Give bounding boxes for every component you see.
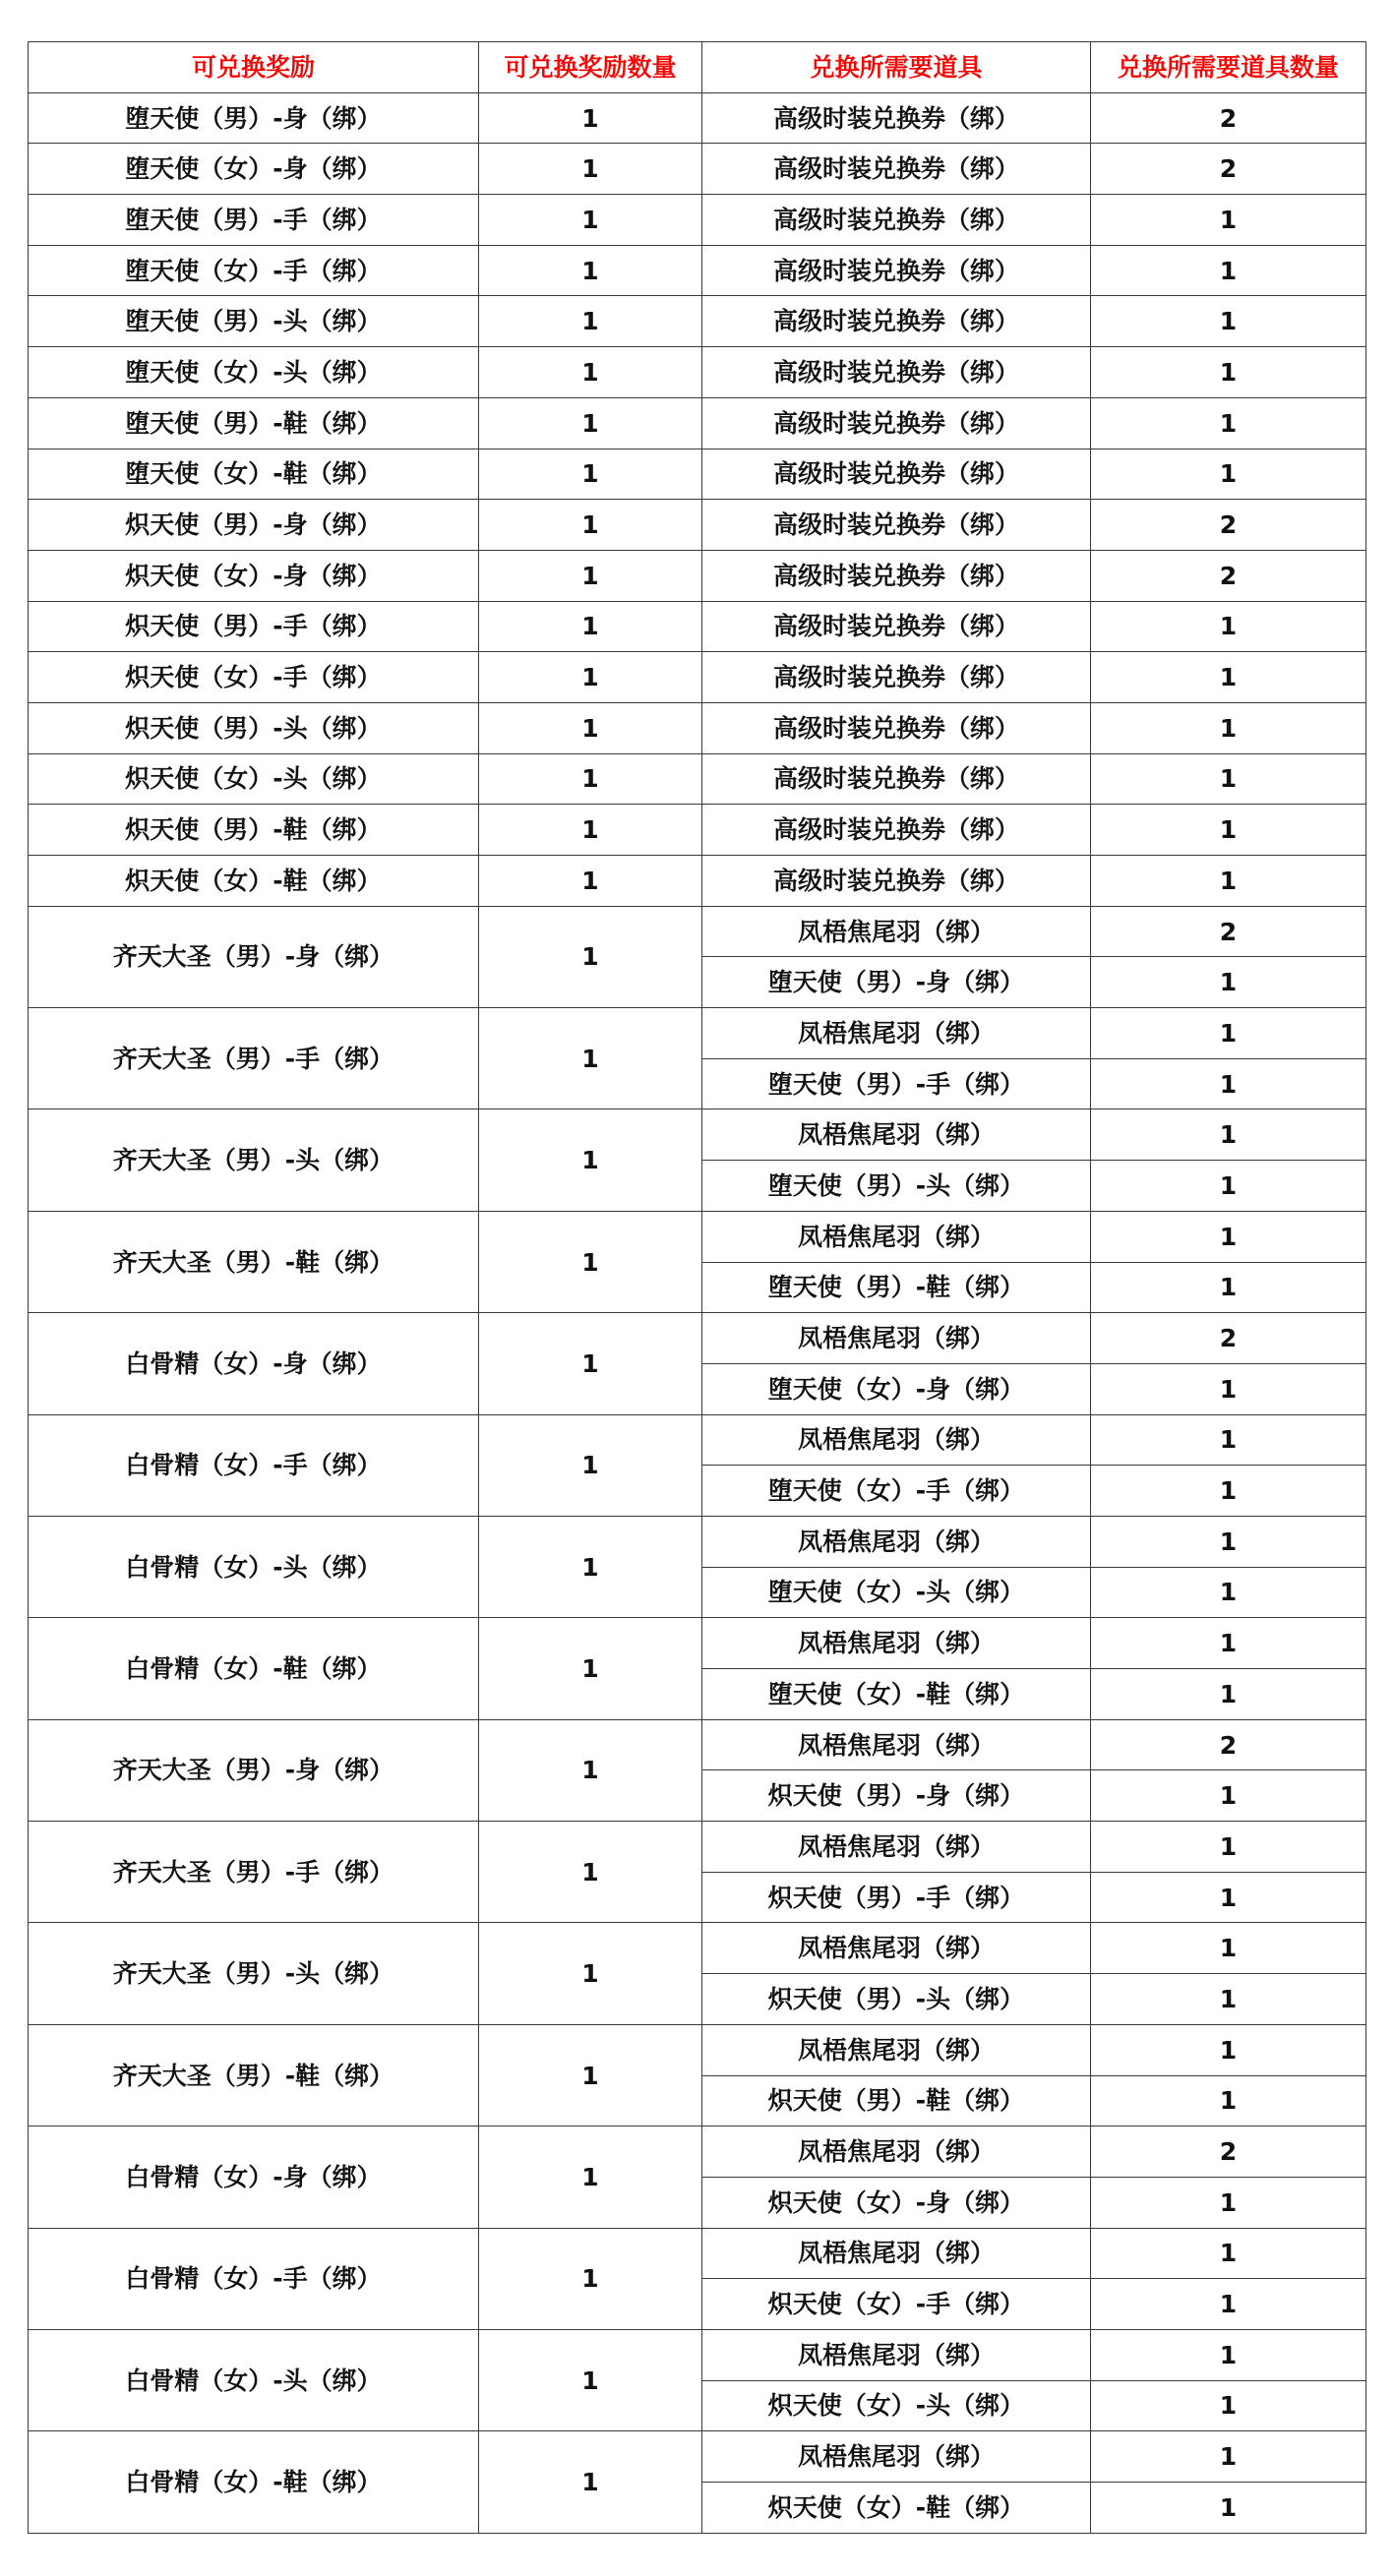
- reward-qty-cell: 1: [479, 805, 702, 856]
- required-item-cell: 高级时装兑换券（绑）: [702, 144, 1091, 195]
- required-qty-cell: 1: [1091, 2228, 1366, 2279]
- reward-cell: 齐天大圣（男）-鞋（绑）: [29, 2024, 479, 2126]
- table-row: [29, 1008, 1366, 1059]
- required-item-cell: 炽天使（男）-头（绑）: [702, 1974, 1091, 2025]
- table-row: [29, 195, 1366, 246]
- required-item-cell: 凤梧焦尾羽（绑）: [702, 2127, 1091, 2178]
- table-row: [29, 1313, 1366, 1364]
- table-row: [29, 1109, 1366, 1161]
- required-qty-cell: 1: [1091, 2483, 1366, 2534]
- reward-qty-cell: 1: [479, 1414, 702, 1516]
- reward-qty-cell: 1: [479, 601, 702, 652]
- required-qty-cell: 2: [1091, 1313, 1366, 1364]
- required-item-cell: 高级时装兑换券（绑）: [702, 347, 1091, 398]
- table-row: [29, 449, 1366, 500]
- required-qty-cell: 1: [1091, 1414, 1366, 1466]
- table-row: [29, 2024, 1366, 2075]
- required-item-cell: 凤梧焦尾羽（绑）: [702, 2228, 1091, 2279]
- required-qty-cell: 1: [1091, 1262, 1366, 1313]
- reward-qty-cell: 1: [479, 2431, 702, 2533]
- required-qty-cell: 1: [1091, 195, 1366, 246]
- required-qty-cell: 1: [1091, 1109, 1366, 1161]
- reward-cell: 炽天使（女）-手（绑）: [29, 652, 479, 703]
- reward-cell: 白骨精（女）-手（绑）: [29, 2228, 479, 2329]
- reward-qty-cell: 1: [479, 1923, 702, 2024]
- required-item-cell: 凤梧焦尾羽（绑）: [702, 1008, 1091, 1059]
- required-item-cell: 高级时装兑换券（绑）: [702, 92, 1091, 144]
- table-row: [29, 92, 1366, 144]
- required-item-cell: 炽天使（女）-身（绑）: [702, 2177, 1091, 2228]
- required-qty-cell: 1: [1091, 449, 1366, 500]
- required-qty-cell: 2: [1091, 2127, 1366, 2178]
- reward-cell: 堕天使（男）-手（绑）: [29, 195, 479, 246]
- required-qty-cell: 1: [1091, 1822, 1366, 1873]
- required-qty-cell: 1: [1091, 1923, 1366, 1974]
- reward-cell: 炽天使（男）-头（绑）: [29, 702, 479, 753]
- reward-cell: 炽天使（女）-鞋（绑）: [29, 856, 479, 907]
- reward-qty-cell: 1: [479, 550, 702, 601]
- required-qty-cell: 2: [1091, 1719, 1366, 1770]
- reward-qty-cell: 1: [479, 144, 702, 195]
- required-qty-cell: 1: [1091, 1058, 1366, 1109]
- required-qty-cell: 2: [1091, 906, 1366, 957]
- header-reward-qty: 可兑换奖励数量: [479, 42, 702, 93]
- reward-cell: 炽天使（男）-身（绑）: [29, 500, 479, 551]
- table-row: [29, 500, 1366, 551]
- required-item-cell: 堕天使（男）-手（绑）: [702, 1058, 1091, 1109]
- required-item-cell: 凤梧焦尾羽（绑）: [702, 1313, 1091, 1364]
- required-qty-cell: 1: [1091, 245, 1366, 296]
- required-qty-cell: 1: [1091, 601, 1366, 652]
- table-row: [29, 702, 1366, 753]
- reward-cell: 白骨精（女）-鞋（绑）: [29, 2431, 479, 2533]
- required-item-cell: 炽天使（男）-手（绑）: [702, 1872, 1091, 1923]
- table-row: [29, 1414, 1366, 1466]
- required-qty-cell: 1: [1091, 1211, 1366, 1262]
- reward-cell: 白骨精（女）-头（绑）: [29, 1516, 479, 1617]
- required-qty-cell: 1: [1091, 702, 1366, 753]
- required-item-cell: 炽天使（女）-头（绑）: [702, 2380, 1091, 2431]
- reward-cell: 齐天大圣（男）-头（绑）: [29, 1109, 479, 1211]
- required-item-cell: 凤梧焦尾羽（绑）: [702, 1109, 1091, 1161]
- required-item-cell: 高级时装兑换券（绑）: [702, 702, 1091, 753]
- required-qty-cell: 1: [1091, 296, 1366, 347]
- table-row: [29, 1822, 1366, 1873]
- reward-qty-cell: 1: [479, 92, 702, 144]
- reward-cell: 白骨精（女）-手（绑）: [29, 1414, 479, 1516]
- exchange-table: [28, 41, 1366, 2534]
- reward-cell: 齐天大圣（男）-鞋（绑）: [29, 1211, 479, 1312]
- reward-cell: 炽天使（女）-身（绑）: [29, 550, 479, 601]
- reward-cell: 堕天使（女）-鞋（绑）: [29, 449, 479, 500]
- required-item-cell: 凤梧焦尾羽（绑）: [702, 2329, 1091, 2380]
- reward-cell: 白骨精（女）-头（绑）: [29, 2329, 479, 2430]
- reward-qty-cell: 1: [479, 347, 702, 398]
- reward-cell: 炽天使（男）-手（绑）: [29, 601, 479, 652]
- required-qty-cell: 1: [1091, 2380, 1366, 2431]
- required-qty-cell: 1: [1091, 2329, 1366, 2380]
- required-item-cell: 高级时装兑换券（绑）: [702, 856, 1091, 907]
- reward-qty-cell: 1: [479, 753, 702, 805]
- required-qty-cell: 1: [1091, 753, 1366, 805]
- required-qty-cell: 1: [1091, 1008, 1366, 1059]
- reward-qty-cell: 1: [479, 195, 702, 246]
- required-qty-cell: 1: [1091, 2431, 1366, 2483]
- required-item-cell: 炽天使（男）-鞋（绑）: [702, 2075, 1091, 2127]
- reward-cell: 堕天使（男）-鞋（绑）: [29, 397, 479, 449]
- reward-qty-cell: 1: [479, 1719, 702, 1821]
- required-item-cell: 高级时装兑换券（绑）: [702, 500, 1091, 551]
- required-qty-cell: 1: [1091, 2177, 1366, 2228]
- required-item-cell: 凤梧焦尾羽（绑）: [702, 1211, 1091, 1262]
- header-row: [29, 42, 1366, 93]
- table-row: [29, 1516, 1366, 1567]
- required-qty-cell: 1: [1091, 1466, 1366, 1517]
- required-qty-cell: 1: [1091, 856, 1366, 907]
- table-row: [29, 906, 1366, 957]
- reward-qty-cell: 1: [479, 1008, 702, 1109]
- required-item-cell: 凤梧焦尾羽（绑）: [702, 1516, 1091, 1567]
- required-item-cell: 堕天使（女）-鞋（绑）: [702, 1669, 1091, 1720]
- header-reward: 可兑换奖励: [29, 42, 479, 93]
- table-row: [29, 2431, 1366, 2483]
- reward-qty-cell: 1: [479, 245, 702, 296]
- table-row: [29, 397, 1366, 449]
- table-row: [29, 1211, 1366, 1262]
- reward-qty-cell: 1: [479, 702, 702, 753]
- reward-cell: 炽天使（男）-鞋（绑）: [29, 805, 479, 856]
- reward-qty-cell: 1: [479, 397, 702, 449]
- reward-qty-cell: 1: [479, 1822, 702, 1923]
- required-qty-cell: 1: [1091, 1516, 1366, 1567]
- required-item-cell: 高级时装兑换券（绑）: [702, 753, 1091, 805]
- required-item-cell: 高级时装兑换券（绑）: [702, 449, 1091, 500]
- required-item-cell: 高级时装兑换券（绑）: [702, 805, 1091, 856]
- reward-qty-cell: 1: [479, 2228, 702, 2329]
- reward-cell: 堕天使（男）-头（绑）: [29, 296, 479, 347]
- reward-qty-cell: 1: [479, 296, 702, 347]
- reward-qty-cell: 1: [479, 2329, 702, 2430]
- reward-qty-cell: 1: [479, 2127, 702, 2228]
- required-item-cell: 高级时装兑换券（绑）: [702, 397, 1091, 449]
- reward-qty-cell: 1: [479, 1516, 702, 1617]
- required-item-cell: 堕天使（女）-手（绑）: [702, 1466, 1091, 1517]
- reward-cell: 堕天使（男）-身（绑）: [29, 92, 479, 144]
- required-item-cell: 高级时装兑换券（绑）: [702, 296, 1091, 347]
- required-qty-cell: 1: [1091, 652, 1366, 703]
- required-qty-cell: 1: [1091, 805, 1366, 856]
- required-qty-cell: 1: [1091, 1363, 1366, 1414]
- header-required-qty: 兑换所需要道具数量: [1091, 42, 1366, 93]
- required-qty-cell: 1: [1091, 397, 1366, 449]
- table-row: [29, 2228, 1366, 2279]
- required-qty-cell: 1: [1091, 2279, 1366, 2330]
- reward-qty-cell: 1: [479, 500, 702, 551]
- table-row: [29, 2127, 1366, 2178]
- required-item-cell: 高级时装兑换券（绑）: [702, 601, 1091, 652]
- required-item-cell: 炽天使（男）-身（绑）: [702, 1770, 1091, 1822]
- required-qty-cell: 1: [1091, 347, 1366, 398]
- reward-cell: 齐天大圣（男）-手（绑）: [29, 1822, 479, 1923]
- required-qty-cell: 1: [1091, 1974, 1366, 2025]
- table-body: [29, 92, 1366, 2533]
- reward-cell: 堕天使（女）-身（绑）: [29, 144, 479, 195]
- reward-qty-cell: 1: [479, 2024, 702, 2126]
- required-item-cell: 堕天使（女）-身（绑）: [702, 1363, 1091, 1414]
- reward-qty-cell: 1: [479, 449, 702, 500]
- table-row: [29, 1923, 1366, 1974]
- required-item-cell: 凤梧焦尾羽（绑）: [702, 1923, 1091, 1974]
- required-item-cell: 凤梧焦尾羽（绑）: [702, 2024, 1091, 2075]
- required-item-cell: 高级时装兑换券（绑）: [702, 550, 1091, 601]
- table-row: [29, 2329, 1366, 2380]
- reward-qty-cell: 1: [479, 1618, 702, 1719]
- required-item-cell: 高级时装兑换券（绑）: [702, 195, 1091, 246]
- table-row: [29, 550, 1366, 601]
- table-header: [29, 42, 1366, 93]
- reward-cell: 白骨精（女）-身（绑）: [29, 2127, 479, 2228]
- required-qty-cell: 1: [1091, 2075, 1366, 2127]
- reward-qty-cell: 1: [479, 1109, 702, 1211]
- required-item-cell: 凤梧焦尾羽（绑）: [702, 1719, 1091, 1770]
- required-item-cell: 凤梧焦尾羽（绑）: [702, 1618, 1091, 1669]
- reward-cell: 齐天大圣（男）-头（绑）: [29, 1923, 479, 2024]
- required-qty-cell: 1: [1091, 1618, 1366, 1669]
- reward-qty-cell: 1: [479, 652, 702, 703]
- reward-qty-cell: 1: [479, 1211, 702, 1312]
- required-item-cell: 炽天使（女）-手（绑）: [702, 2279, 1091, 2330]
- required-qty-cell: 1: [1091, 1161, 1366, 1212]
- reward-qty-cell: 1: [479, 856, 702, 907]
- table-row: [29, 1719, 1366, 1770]
- required-item-cell: 炽天使（女）-鞋（绑）: [702, 2483, 1091, 2534]
- required-qty-cell: 2: [1091, 144, 1366, 195]
- table-row: [29, 601, 1366, 652]
- required-qty-cell: 1: [1091, 957, 1366, 1008]
- required-qty-cell: 2: [1091, 500, 1366, 551]
- required-item-cell: 高级时装兑换券（绑）: [702, 245, 1091, 296]
- required-qty-cell: 1: [1091, 1770, 1366, 1822]
- required-qty-cell: 1: [1091, 1567, 1366, 1618]
- table-row: [29, 245, 1366, 296]
- table-row: [29, 347, 1366, 398]
- table-row: [29, 753, 1366, 805]
- reward-cell: 齐天大圣（男）-身（绑）: [29, 906, 479, 1007]
- required-qty-cell: 1: [1091, 2024, 1366, 2075]
- required-item-cell: 堕天使（男）-身（绑）: [702, 957, 1091, 1008]
- required-qty-cell: 1: [1091, 1872, 1366, 1923]
- required-qty-cell: 1: [1091, 1669, 1366, 1720]
- required-qty-cell: 2: [1091, 550, 1366, 601]
- reward-qty-cell: 1: [479, 906, 702, 1007]
- required-item-cell: 凤梧焦尾羽（绑）: [702, 2431, 1091, 2483]
- required-item-cell: 堕天使（女）-头（绑）: [702, 1567, 1091, 1618]
- table-row: [29, 805, 1366, 856]
- header-required-item: 兑换所需要道具: [702, 42, 1091, 93]
- reward-cell: 白骨精（女）-身（绑）: [29, 1313, 479, 1414]
- table-row: [29, 1618, 1366, 1669]
- reward-cell: 堕天使（女）-手（绑）: [29, 245, 479, 296]
- reward-cell: 齐天大圣（男）-手（绑）: [29, 1008, 479, 1109]
- reward-cell: 堕天使（女）-头（绑）: [29, 347, 479, 398]
- reward-qty-cell: 1: [479, 1313, 702, 1414]
- reward-cell: 炽天使（女）-头（绑）: [29, 753, 479, 805]
- required-qty-cell: 2: [1091, 92, 1366, 144]
- required-item-cell: 堕天使（男）-鞋（绑）: [702, 1262, 1091, 1313]
- required-item-cell: 凤梧焦尾羽（绑）: [702, 906, 1091, 957]
- reward-cell: 白骨精（女）-鞋（绑）: [29, 1618, 479, 1719]
- table-row: [29, 144, 1366, 195]
- reward-cell: 齐天大圣（男）-身（绑）: [29, 1719, 479, 1821]
- table-row: [29, 856, 1366, 907]
- required-item-cell: 堕天使（男）-头（绑）: [702, 1161, 1091, 1212]
- table-row: [29, 652, 1366, 703]
- table-row: [29, 296, 1366, 347]
- required-item-cell: 凤梧焦尾羽（绑）: [702, 1414, 1091, 1466]
- required-item-cell: 凤梧焦尾羽（绑）: [702, 1822, 1091, 1873]
- required-item-cell: 高级时装兑换券（绑）: [702, 652, 1091, 703]
